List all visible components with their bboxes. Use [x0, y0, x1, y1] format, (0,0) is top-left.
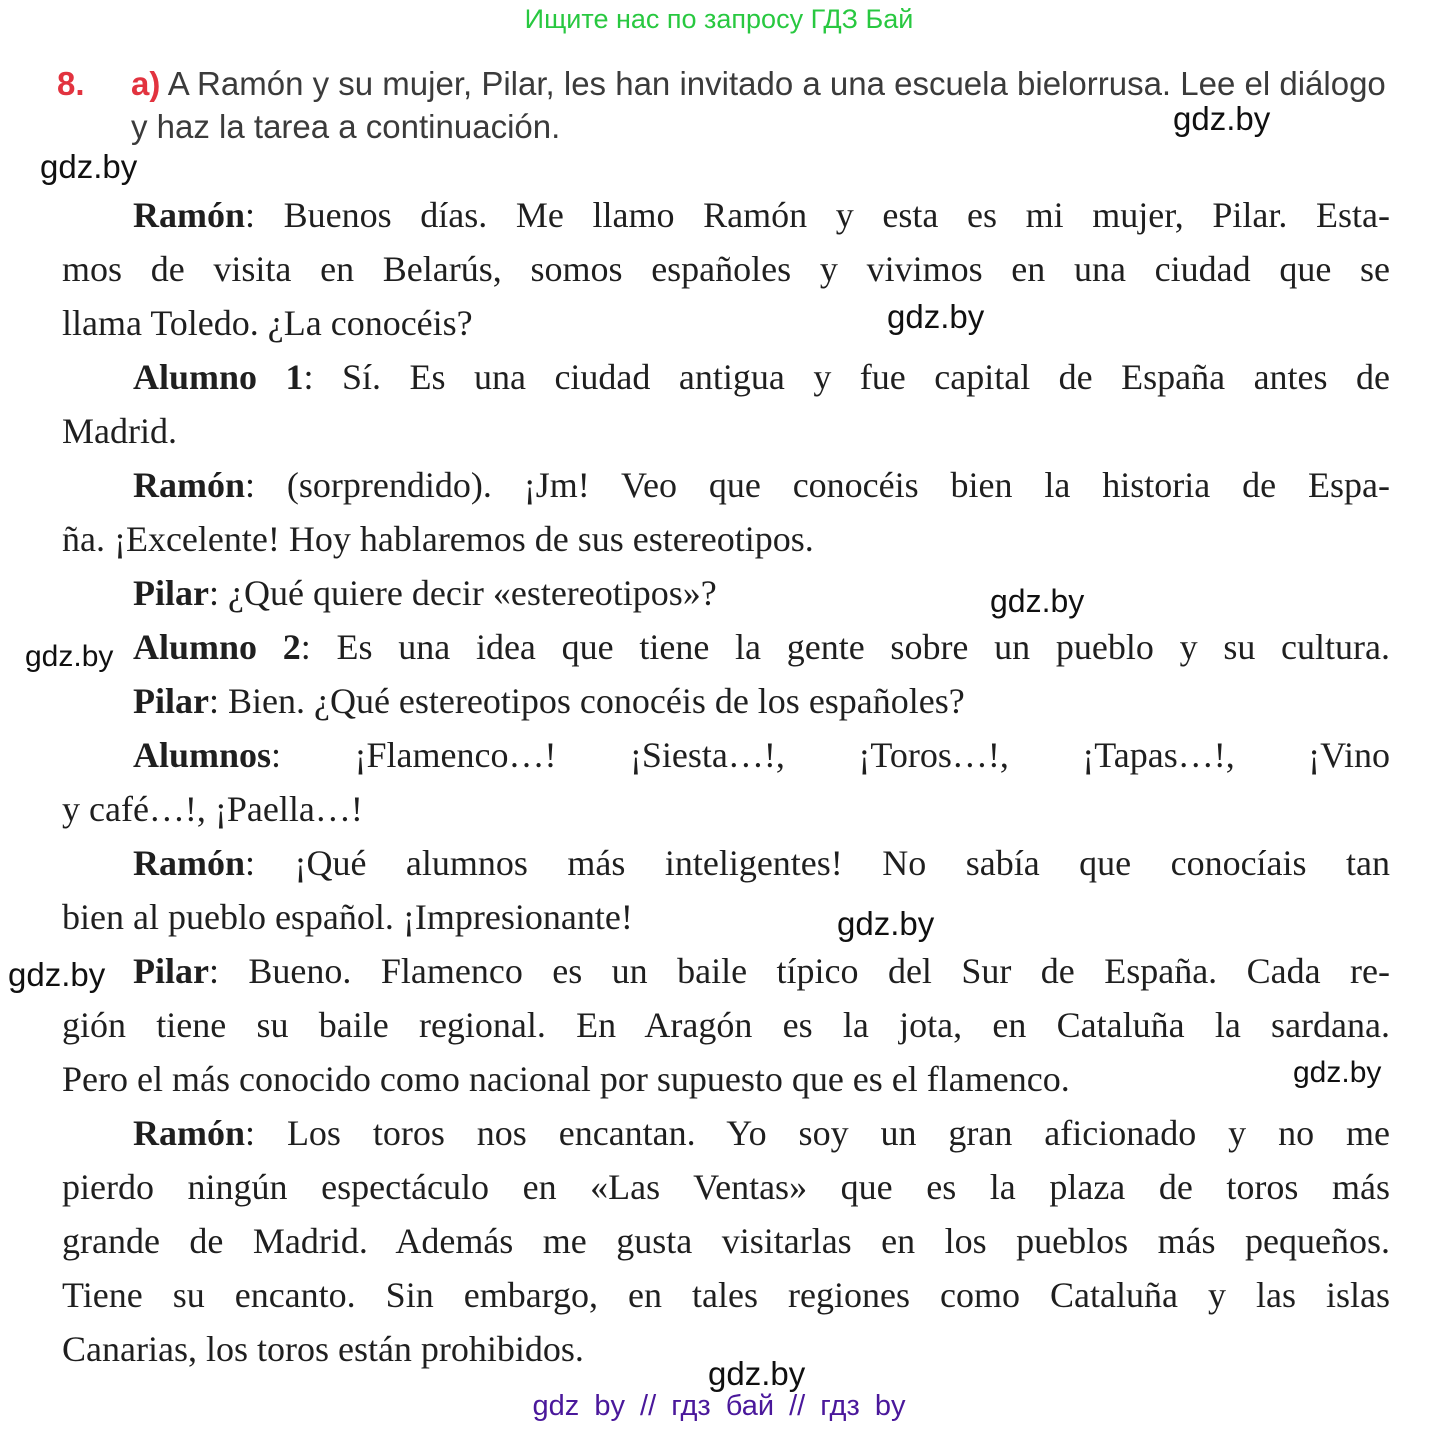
- exercise-part-label: a): [131, 65, 161, 102]
- gdz-watermark: gdz.by: [837, 905, 935, 942]
- speaker-name: Ramón: [133, 843, 246, 883]
- dialogue-line: bien al pueblo español. ¡Impresionante!: [62, 897, 633, 937]
- speaker-name: Pilar: [133, 573, 209, 613]
- dialogue-line: Pilar: Bien. ¿Qué estereotipos conocéis de los españoles?: [133, 681, 965, 721]
- dialogue-line: ña. ¡Excelente! Hoy hablaremos de sus estereotipos.: [62, 519, 814, 559]
- exercise-instruction: A Ramón y su mujer, Pilar, les han invitado a una escuela bielorrusa. Lee el diálogo y haz la tarea a continuación.: [131, 65, 1386, 145]
- dialogue-line: grande de Madrid. Además me gusta visitarlas en los pueblos más pequeños.: [62, 1221, 1390, 1261]
- promo-footer: gdz by // гдз бай // гдз by: [532, 1390, 906, 1422]
- dialogue-line: Pilar: ¿Qué quiere decir «estereotipos»?: [133, 573, 717, 613]
- speaker-name: Ramón: [133, 1113, 246, 1153]
- dialogue-line: Alumno 1: Sí. Es una ciudad antigua y fue capital de España antes de: [133, 357, 1390, 397]
- dialogue: [62, 188, 1390, 1376]
- dialogue-line: Ramón: Buenos días. Me llamo Ramón y esta es mi mujer, Pilar. Esta-: [133, 195, 1390, 235]
- speaker-name: Ramón: [133, 465, 246, 505]
- dialogue-line: Tiene su encanto. Sin embargo, en tales regiones como Cataluña y las islas: [62, 1275, 1390, 1315]
- dialogue-line: llama Toledo. ¿La conocéis?: [62, 303, 473, 343]
- dialogue-line: Alumnos: ¡Flamenco…! ¡Siesta…!, ¡Toros…!, ¡Tapas…!, ¡Vino: [133, 735, 1390, 775]
- speaker-name: Ramón: [133, 195, 246, 235]
- speaker-name: Alumnos: [133, 735, 272, 775]
- promo-header: Ищите нас по запросу ГДЗ Бай: [524, 4, 914, 34]
- dialogue-line: Alumno 2: Es una idea que tiene la gente sobre un pueblo y su cultura.: [133, 627, 1391, 667]
- gdz-watermark: gdz.by: [708, 1355, 806, 1392]
- dialogue-line: Ramón: ¡Qué alumnos más inteligentes! No sabía que conocíais tan: [133, 843, 1390, 883]
- gdz-watermark: gdz.by: [1293, 1056, 1382, 1089]
- dialogue-line: Pero el más conocido como nacional por supuesto que es el flamenco.: [62, 1059, 1070, 1099]
- exercise-number: 8.: [57, 65, 85, 102]
- dialogue-line: mos de visita en Belarús, somos españoles y vivimos en una ciudad que se: [62, 249, 1390, 289]
- dialogue-line: y café…!, ¡Paella…!: [62, 789, 363, 829]
- dialogue-line: Ramón: Los toros nos encantan. Yo soy un gran aficionado y no me: [133, 1113, 1390, 1153]
- gdz-watermark: gdz.by: [887, 298, 985, 335]
- dialogue-line: gión tiene su baile regional. En Aragón es la jota, en Cataluña la sardana.: [62, 1005, 1390, 1045]
- dialogue-line: Madrid.: [62, 411, 177, 451]
- dialogue-line: Canarias, los toros están prohibidos.: [62, 1329, 584, 1369]
- speaker-name: Pilar: [133, 681, 209, 721]
- gdz-watermark: gdz.by: [990, 583, 1085, 619]
- speaker-name: Alumno 2: [133, 627, 301, 667]
- dialogue-line: pierdo ningún espectáculo en «Las Ventas» que es la plaza de toros más: [62, 1167, 1390, 1207]
- dialogue-line: Pilar: Bueno. Flamenco es un baile típico del Sur de España. Cada re-: [133, 951, 1390, 991]
- gdz-watermark: gdz.by: [25, 640, 114, 673]
- gdz-watermark: gdz.by: [1173, 100, 1271, 137]
- gdz-watermark: gdz.by: [8, 956, 106, 993]
- speaker-name: Pilar: [133, 951, 209, 991]
- gdz-watermark: gdz.by: [40, 148, 138, 185]
- dialogue-line: Ramón: (sorprendido). ¡Jm! Veo que conocéis bien la historia de Espa-: [133, 465, 1390, 505]
- speaker-name: Alumno 1: [133, 357, 304, 397]
